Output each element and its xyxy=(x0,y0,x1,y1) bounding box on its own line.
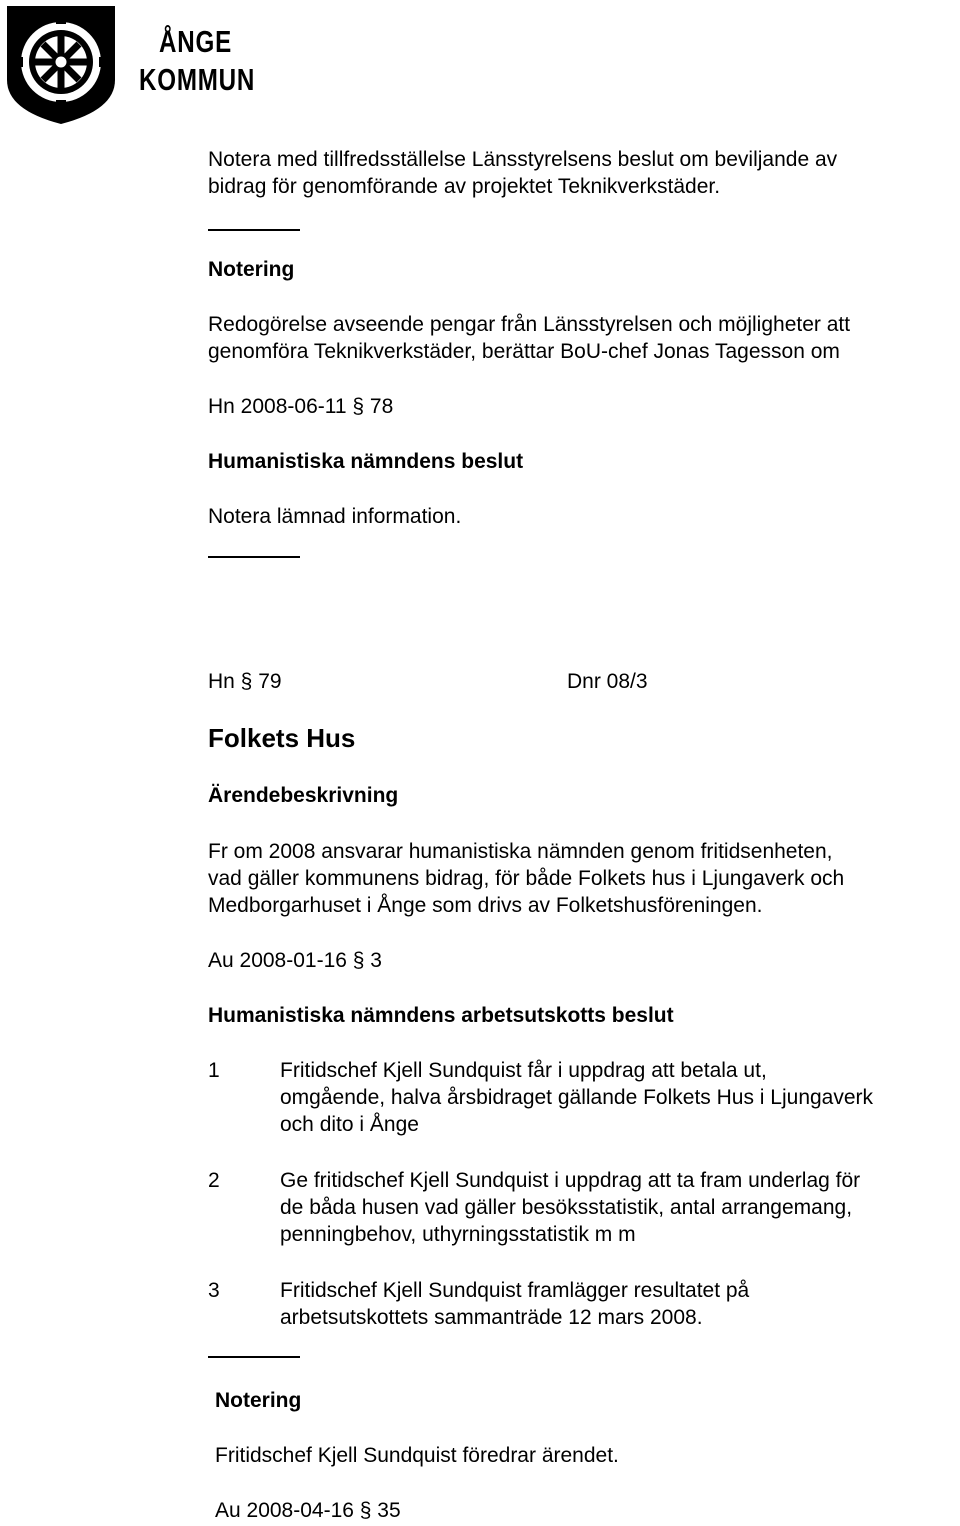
au-reference: Au 2008-01-16 § 3 xyxy=(208,949,382,972)
description-line-3: Medborgarhuset i Ånge som drivs av Folketshusföreningen. xyxy=(208,894,763,917)
description-heading: Ärendebeskrivning xyxy=(208,784,399,807)
note-line-2: genomföra Teknikverkstäder, berättar BoU-chef Jonas Tagesson om xyxy=(208,340,840,363)
separator-rule xyxy=(208,556,300,558)
note-heading: Notering xyxy=(208,258,295,281)
decision-heading: Humanistiska nämndens beslut xyxy=(208,450,524,473)
list-item-line: arbetsutskottets sammanträde 12 mars 2008. xyxy=(280,1306,703,1329)
au-decision-heading: Humanistiska nämndens arbetsutskotts beslut xyxy=(208,1004,674,1027)
separator-rule xyxy=(208,229,300,231)
decision-text: Notera lämnad information. xyxy=(208,505,462,528)
description-line-1: Fr om 2008 ansvarar humanistiska nämnden genom fritidsenheten, xyxy=(208,840,833,863)
logo xyxy=(3,2,256,126)
wheel-emblem-icon xyxy=(3,2,119,126)
note-line-1: Redogörelse avseende pengar från Länsstyrelsen och möjligheter att xyxy=(208,313,851,336)
logo-line-2: KOMMUN xyxy=(139,62,256,97)
decision-line-2: bidrag för genomförande av projektet Teknikverkstäder. xyxy=(208,175,721,198)
list-item-line: omgående, halva årsbidraget gällande Folkets Hus i Ljungaverk xyxy=(280,1086,874,1109)
section-title: Folkets Hus xyxy=(208,723,356,753)
list-item-line: Fritidschef Kjell Sundquist framlägger resultatet på xyxy=(280,1279,750,1302)
reference-hn-78: Hn 2008-06-11 § 78 xyxy=(208,395,394,418)
dnr-number: Dnr 08/3 xyxy=(567,670,648,693)
list-item-line: de båda husen vad gäller besöksstatistik, antal arrangemang, xyxy=(280,1196,853,1219)
list-item-line: penningbehov, uthyrningsstatistik m m xyxy=(280,1223,636,1246)
logo-line-1: ÅNGE xyxy=(159,24,232,59)
list-item-number: 3 xyxy=(208,1279,220,1302)
list-item-line: Ge fritidschef Kjell Sundquist i uppdrag att ta fram underlag för xyxy=(280,1169,861,1192)
list-item-number: 1 xyxy=(208,1059,220,1082)
au-reference-2: Au 2008-04-16 § 35 xyxy=(215,1499,401,1522)
note-text-2: Fritidschef Kjell Sundquist föredrar ärendet. xyxy=(215,1444,619,1467)
decision-line-1: Notera med tillfredsställelse Länsstyrelsens beslut om beviljande av xyxy=(208,148,838,171)
paragraph-reference: Hn § 79 xyxy=(208,670,282,693)
list-item-line: Fritidschef Kjell Sundquist får i uppdrag att betala ut, xyxy=(280,1059,767,1082)
separator-rule xyxy=(208,1356,300,1358)
description-line-2: vad gäller kommunens bidrag, för både Folkets hus i Ljungaverk och xyxy=(208,867,845,890)
list-item-number: 2 xyxy=(208,1169,220,1192)
list-item-line: och dito i Ånge xyxy=(280,1113,419,1136)
note-heading-2: Notering xyxy=(215,1389,302,1412)
